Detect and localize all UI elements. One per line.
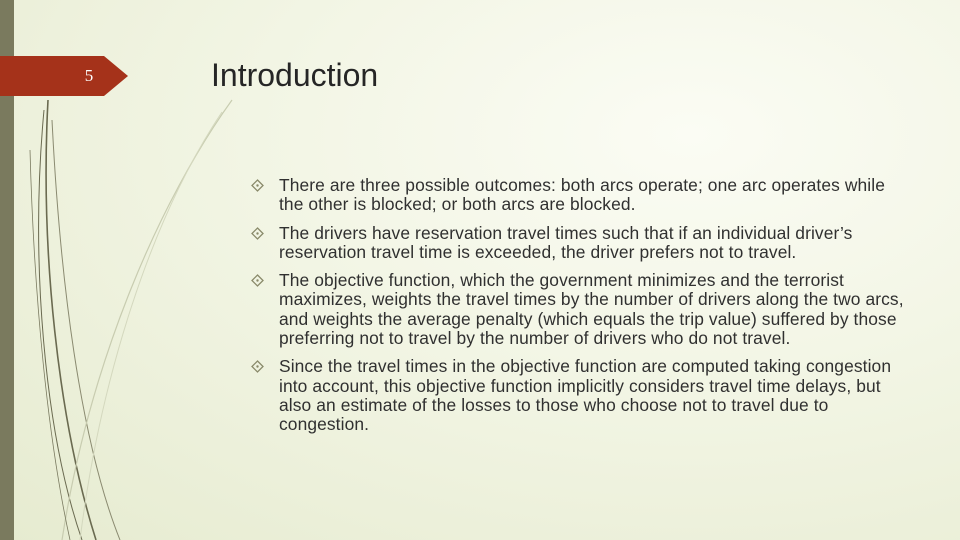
bullet-text: The objective function, which the government minimizes and the terrorist maximizes, weights the travel times by the number of drivers along the two arcs, and weights the average penalty (which equals the trip value) suffered by those preferring not to travel by the number of drivers who do not travel. xyxy=(279,270,904,349)
diamond-bullet-icon xyxy=(251,360,264,373)
bullet-text: Since the travel times in the objective function are computed taking congestion into account, this objective function implicitly considers travel time delays, but also an estimate of the losses to those who choose not to travel due to congestion. xyxy=(279,356,892,435)
slide-number: 5 xyxy=(84,66,94,85)
slide-number-tab xyxy=(0,56,128,96)
bullet-item xyxy=(251,357,911,434)
bullet-item xyxy=(251,224,911,263)
bullet-item xyxy=(251,176,911,215)
slide-title: Introduction xyxy=(211,57,379,93)
bullet-text: There are three possible outcomes: both arcs operate; one arc operates while the other is blocked; or both arcs are blocked. xyxy=(279,175,885,215)
diamond-bullet-icon xyxy=(251,179,264,192)
diamond-bullet-icon xyxy=(251,274,264,287)
diamond-bullet-icon xyxy=(251,227,264,240)
bullet-list xyxy=(251,176,911,444)
bullet-item xyxy=(251,271,911,348)
bullet-text: The drivers have reservation travel times such that if an individual driver’s reservation travel time is exceeded, the driver prefers not to travel. xyxy=(279,222,853,262)
